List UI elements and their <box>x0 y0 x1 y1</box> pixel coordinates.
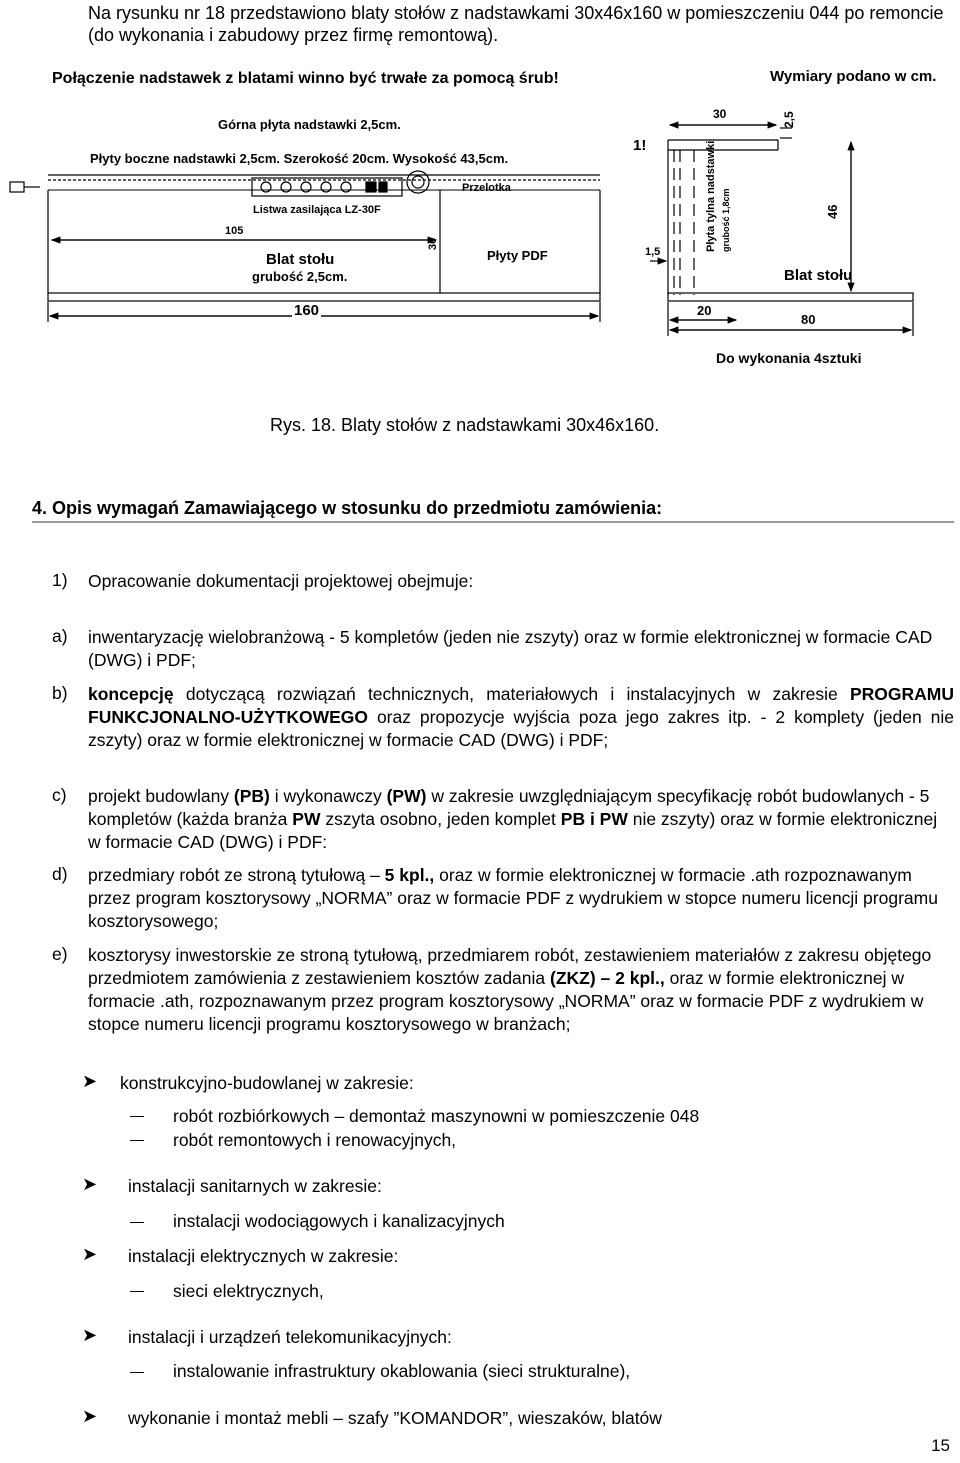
bullet-1-title: konstrukcyjno-budowlanej w zakresie: <box>120 1073 414 1093</box>
item-c-part2: i wykonawczy <box>269 786 387 806</box>
bullet-1-sub-2: robót remontowych i renowacyjnych, <box>173 1130 457 1150</box>
dim-105: 105 <box>225 225 244 237</box>
bullet-3-title: instalacji elektrycznych w zakresie: <box>128 1246 399 1266</box>
item-d-part2: oraz w formie elektronicznej w formacie .ath rozpoznawanym przez program kosztorysowy „NORMA” oraz w formacie PDF z wydrukiem w stopce numeru licencji programu kosztorysowego; <box>88 865 938 931</box>
bullet-2-sub-1: instalacji wodociągowych i kanalizacyjnych <box>173 1211 505 1231</box>
units-note: Wymiary podano w cm. <box>770 68 937 85</box>
desk-top-rect <box>48 293 600 301</box>
bullet-5-title: wykonanie i montaż mebli – szafy ”KOMANDOR”, wieszaków, blatów <box>128 1408 662 1428</box>
item-d-label: d) <box>52 864 68 884</box>
section-heading: 4. Opis wymagań Zamawiającego w stosunku do przedmiotu zamówienia: <box>32 498 954 523</box>
desk-drawing <box>0 0 960 345</box>
arrow-bullet-icon: ➤ <box>82 1174 98 1194</box>
arrow-bullet-icon: ➤ <box>82 1406 98 1426</box>
back-thickness-label: grubość 1,8cm <box>721 188 731 252</box>
item-c-bold-pb-pw: PB i PW <box>560 809 628 829</box>
item-b-part1: dotyczącą rozwiązań technicznych, materiałowych i instalacyjnych w zakresie <box>173 684 850 704</box>
dash-icon <box>130 1140 144 1141</box>
thickness-label: grubość 2,5cm. <box>252 269 348 284</box>
bullet-3-sub-1: sieci elektrycznych, <box>173 1281 324 1301</box>
item-1-text: Opracowanie dokumentacji projektowej obejmuje: <box>88 571 474 591</box>
page-number: 15 <box>931 1436 950 1455</box>
bolt-note: Połączenie nadstawek z blatami winno być trwałe za pomocą śrub! <box>52 70 559 87</box>
pdf-plates-label: Płyty PDF <box>487 248 548 263</box>
dim-80: 80 <box>801 312 816 327</box>
item-a-label: a) <box>52 626 68 646</box>
item-b-label: b) <box>52 683 68 703</box>
passthrough-label: Przelotka <box>462 182 511 194</box>
dim-30-front: 30 <box>427 237 439 250</box>
dim-20: 20 <box>697 303 712 318</box>
item-c-text <box>88 785 954 854</box>
top-plate-label: Górna płyta nadstawki 2,5cm. <box>218 117 401 132</box>
dash-icon <box>130 1372 144 1373</box>
bullet-2-title: instalacji sanitarnych w zakresie: <box>128 1176 382 1196</box>
item-e-text <box>88 944 954 1036</box>
item-1-label: 1) <box>52 570 68 590</box>
bullet-4-sub-1: instalowanie infrastruktury okablowania (sieci strukturalne), <box>173 1361 631 1381</box>
intro-paragraph: Na rysunku nr 18 przedstawiono blaty stołów z nadstawkami 30x46x160 w pomieszczeniu 044 po remoncie (do wykonania i zabudowy przez firmę remontową). <box>88 3 944 45</box>
item-d-bold: 5 kpl., <box>384 865 435 885</box>
item-c-part1: projekt budowlany <box>88 786 234 806</box>
bullet-1-sub-1: robót rozbiórkowych – demontaż maszynowni w pomieszczenie 048 <box>173 1106 700 1126</box>
warning-mark: 1! <box>633 137 647 154</box>
item-b-bold-program: PROGRAMU FUNKCJONALNO-UŻYTKOWEGO <box>88 684 954 727</box>
side-plates-label: Płyty boczne nadstawki 2,5cm. Szerokość 20cm. Wysokość 43,5cm. <box>90 151 509 166</box>
dash-icon <box>130 1222 144 1223</box>
power-strip-label: Listwa zasilająca LZ-30F <box>253 204 381 216</box>
item-b-text <box>88 683 954 752</box>
dash-icon <box>130 1116 144 1117</box>
arrow-bullet-icon: ➤ <box>82 1071 98 1091</box>
item-c-part5: nie zszyty) oraz w formie elektronicznej w formacie CAD (DWG) i PDF: <box>88 809 938 852</box>
item-c-part4: zszyta osobno, jeden komplet <box>320 809 561 829</box>
item-b-bold-concept: koncepcję <box>88 684 174 704</box>
item-d-text <box>88 864 954 933</box>
quantity-note: Do wykonania 4sztuki <box>716 350 862 366</box>
dim-1-5: 1,5 <box>645 246 661 258</box>
dash-icon <box>130 1291 144 1292</box>
item-c-bold-pw2: PW <box>292 809 321 829</box>
item-b-part2: oraz propozycje wyjścia poza jego zakres itp. - 2 komplety (jeden nie zszyty) oraz w formie elektronicznej w formacie CAD (DWG) i PDF; <box>88 707 954 750</box>
plug-icon <box>10 182 24 192</box>
bullet-4-title: instalacji i urządzeń telekomunikacyjnych: <box>128 1327 452 1347</box>
desk-top-side-label: Blat stołu <box>784 267 853 284</box>
dim-2-5: 2,5 <box>782 111 796 128</box>
figure-caption: Rys. 18. Blaty stołów z nadstawkami 30x46x160. <box>270 415 660 435</box>
dim-46: 46 <box>825 204 840 219</box>
item-e-bold: (ZKZ) – 2 kpl., <box>550 968 665 988</box>
dim-30-side: 30 <box>713 107 727 121</box>
item-c-bold-pb: (PB) <box>233 786 270 806</box>
item-a-text: inwentaryzację wielobranżową - 5 kompletów (jeden nie zszyty) oraz w formie elektronicznej w formacie CAD (DWG) i PDF; <box>88 627 933 670</box>
arrow-bullet-icon: ➤ <box>82 1244 98 1264</box>
item-d-part1: przedmiary robót ze stroną tytułową – <box>88 865 385 885</box>
item-c-part3: w zakresie uwzględniającym specyfikację robót budowlanych - 5 kompletów (każda branża <box>88 786 930 829</box>
dim-160: 160 <box>294 302 320 319</box>
item-e-part1: kosztorysy inwestorskie ze stroną tytułową, przedmiarem robót, zestawieniem materiałów z zakresu objętego przedmiotem zamówienia z zestawieniem kosztów zadania <box>88 945 932 988</box>
side-desk-top <box>668 293 913 301</box>
back-plate-label: Płyta tylna nadstawki <box>705 140 717 252</box>
arrow-bullet-icon: ➤ <box>82 1325 98 1345</box>
item-e-label: e) <box>52 944 68 964</box>
item-c-bold-pw: (PW) <box>386 786 427 806</box>
desk-top-label: Blat stołu <box>266 251 335 268</box>
item-c-label: c) <box>52 785 67 805</box>
item-e-part2: oraz w formie elektronicznej w formacie .ath, rozpoznawanym przez program kosztorysowy „NORMA” oraz w formacie PDF z wydrukiem w stopce numeru licencji programu kosztorysowego w branżach; <box>88 968 924 1034</box>
